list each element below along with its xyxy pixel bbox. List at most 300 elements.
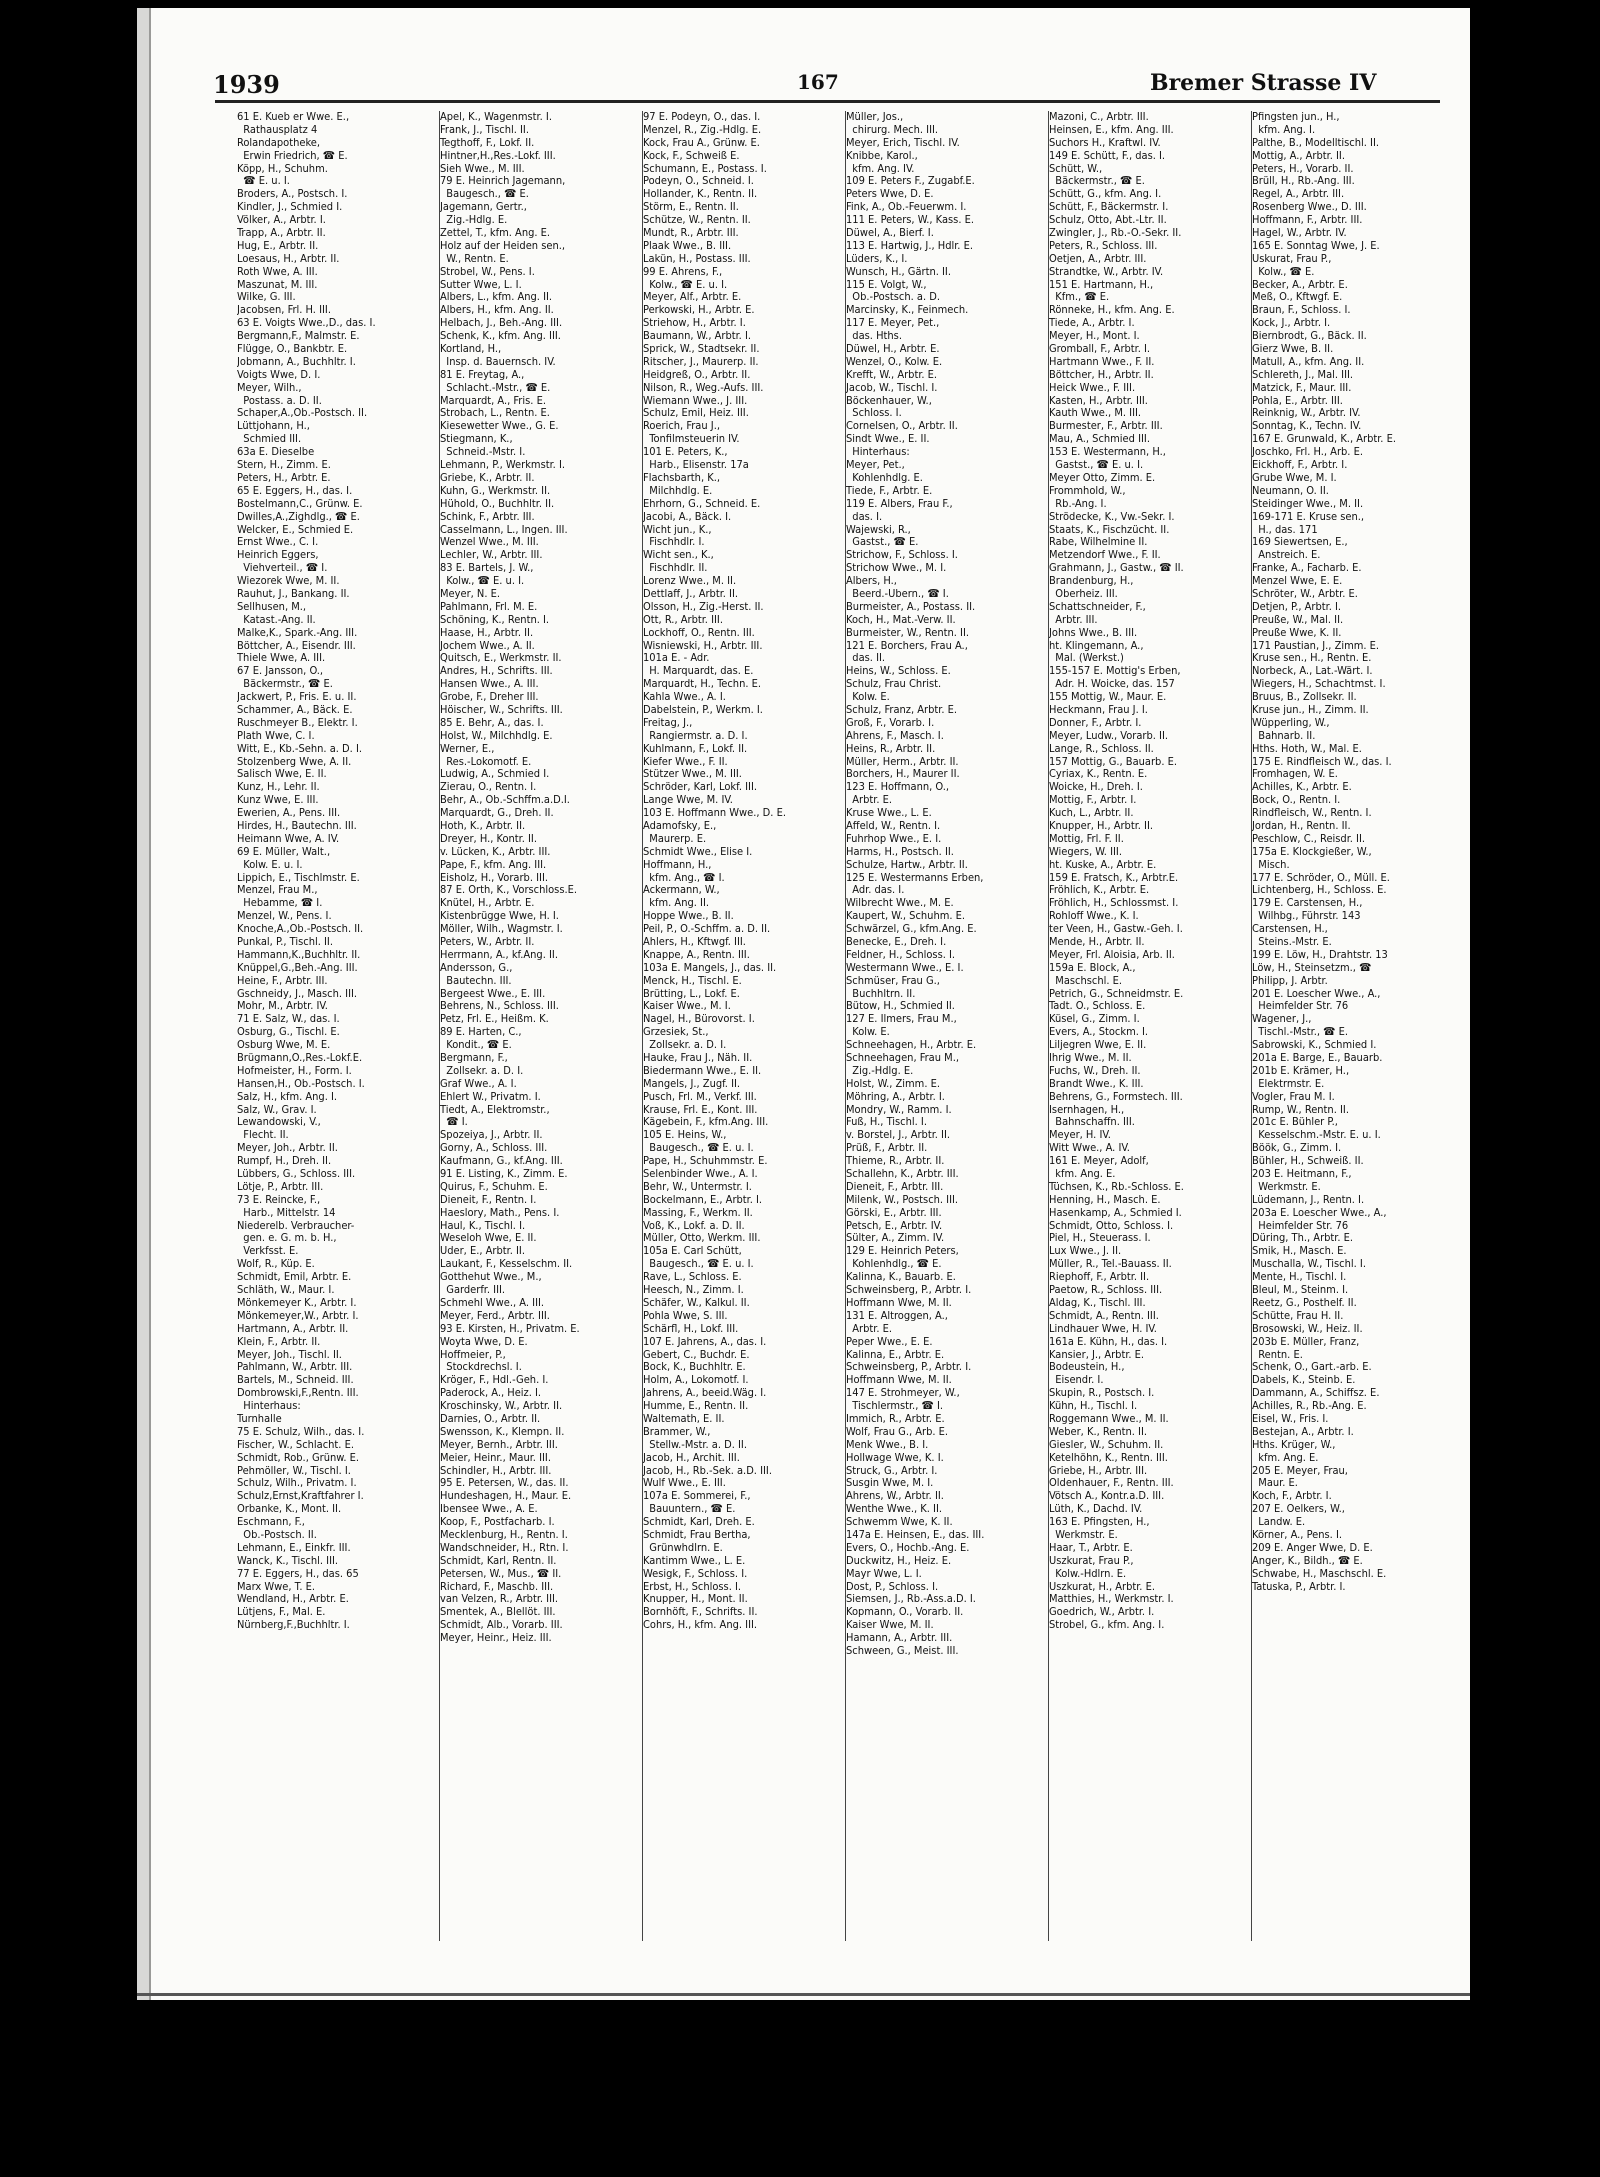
directory-entry: Meyer, Bernh., Arbtr. III. — [440, 1438, 558, 1451]
directory-entry: Griebe, H., Arbtr. III. — [1049, 1464, 1148, 1477]
directory-entry: Uszkurat, Frau P., — [1049, 1554, 1134, 1567]
directory-entry: Beerd.-Übern., ☎ I. — [846, 587, 949, 600]
directory-entry: Wilhbg., Führstr. 143 — [1252, 910, 1361, 923]
directory-entry: 69 E. Müller, Walt., — [237, 845, 331, 858]
directory-entry: Kantimm Wwe., L. E. — [643, 1554, 746, 1567]
directory-entry: Krefft, W., Arbtr. E. — [846, 368, 938, 381]
directory-entry: Albers, L., kfm. Ang. II. — [440, 291, 553, 304]
directory-entry: Matull, A., kfm. Ang. II. — [1252, 355, 1365, 368]
directory-entry: Hoffmann, H., — [643, 858, 712, 871]
directory-entry: Richard, F., Maschb. III. — [440, 1580, 554, 1593]
page-bottom-edge — [137, 1993, 1470, 1996]
directory-entry: Roerich, Frau J., — [643, 420, 720, 433]
directory-entry: Steins.-Mstr. E. — [1252, 936, 1332, 948]
directory-entry: Steidinger Wwe., M. II. — [1252, 497, 1364, 510]
directory-entry: Thiele Wwe, A. III. — [237, 652, 326, 665]
directory-entry: Erwin Friedrich, ☎ E. — [237, 149, 348, 162]
directory-entry: Holm, A., Lokomotf. I. — [643, 1374, 749, 1387]
directory-entry: Heidgreß, O., Arbtr. II. — [643, 368, 751, 381]
directory-entry: Schwabe, H., Maschschl. E. — [1252, 1567, 1387, 1580]
directory-entry: Lorenz Wwe., M. II. — [643, 575, 737, 588]
directory-entry: Hollwage Wwe, K. I. — [846, 1451, 944, 1464]
directory-entry: Humme, E., Rentn. II. — [643, 1400, 749, 1413]
directory-entry: Schumann, E., Postass. I. — [643, 162, 767, 175]
directory-entry: Schulz,Ernst,Kraftfahrer I. — [237, 1490, 364, 1503]
directory-entry: Schärfl, H., Lokf. III. — [643, 1322, 739, 1335]
directory-entry: Behrens, N., Schloss. III. — [440, 1000, 559, 1013]
directory-entry: Heinsen, E., kfm. Ang. III. — [1049, 123, 1174, 136]
directory-entry: Schröter, W., Arbtr. E. — [1252, 587, 1358, 600]
directory-entry: Schmidt, Emil, Arbtr. E. — [237, 1271, 352, 1284]
directory-entry: 93 E. Kirsten, H., Privatm. E. — [440, 1322, 580, 1335]
directory-entry: Osburg Wwe, M. E. — [237, 1039, 331, 1052]
directory-entry: Bostelmann,C., Grünw. E. — [237, 497, 363, 510]
directory-entry: Punkal, P., Tischl. II. — [237, 936, 333, 948]
directory-entry: Heimann Wwe, A. IV. — [237, 832, 340, 845]
directory-entry: Mundt, R., Arbtr. III. — [643, 227, 739, 240]
street-heading: Bremer Strasse IV — [1150, 70, 1377, 96]
directory-entry: das. I. — [846, 510, 883, 523]
directory-entry: Hebamme, ☎ I. — [237, 897, 323, 910]
directory-entry: Müller, Jos., — [846, 111, 904, 123]
directory-entry: Schweinsberg, P., Arbtr. I. — [846, 1284, 972, 1297]
directory-entry: 75 E. Schulz, Wilh., das. I. — [237, 1425, 365, 1438]
directory-entry: Knupper, H., Mont. II. — [643, 1593, 748, 1606]
directory-entry: 167 E. Grunwald, K., Arbtr. E. — [1252, 433, 1396, 446]
directory-entry: Rentn. E. — [1252, 1348, 1303, 1361]
directory-entry: Knüppel,G.,Beh.-Ang. III. — [237, 961, 358, 974]
directory-entry: Wulf Wwe., E. III. — [643, 1477, 726, 1490]
directory-entry: Schütt, G., kfm. Ang. I. — [1049, 188, 1162, 201]
directory-entry: 201c E. Bühler P., — [1252, 1116, 1338, 1129]
directory-entry: Bodeustein, H., — [1049, 1361, 1125, 1374]
directory-entry: 113 E. Hartwig, J., Hdlr. E. — [846, 239, 973, 252]
directory-entry: Ruschmeyer B., Elektr. I. — [237, 716, 358, 729]
directory-entry: 159a E. Block, A., — [1049, 961, 1136, 974]
directory-entry: Menzel Wwe, E. E. — [1252, 575, 1343, 588]
directory-entry: Tegthoff, F., Lokf. II. — [440, 136, 535, 149]
directory-entry: Tiede, F., Arbtr. E. — [846, 484, 933, 497]
directory-entry: Behr, W., Untermstr. I. — [643, 1180, 752, 1193]
directory-entry: Mazoni, C., Arbtr. III. — [1049, 111, 1149, 123]
directory-entry: Aldag, K., Tischl. III. — [1049, 1296, 1146, 1309]
directory-entry: Hansen Wwe., A. III. — [440, 678, 539, 691]
directory-entry: Liljegren Wwe, E. II. — [1049, 1039, 1147, 1052]
directory-entry: 103a E. Mangels, J., das. II. — [643, 961, 777, 974]
directory-entry: Palthe, B., Modelltischl. II. — [1252, 136, 1380, 149]
directory-entry: kfm. Ang. E. — [1049, 1168, 1116, 1181]
directory-entry: Schulze, Hartw., Arbtr. II. — [846, 858, 968, 871]
directory-entry: Albers, H., — [846, 575, 897, 588]
directory-entry: Braun, F., Schloss. I. — [1252, 304, 1351, 317]
directory-entry: Franke, A., Facharb. E. — [1252, 562, 1362, 575]
directory-entry: 199 E. Löw, H., Drahtstr. 13 — [1252, 948, 1388, 961]
directory-entry: Albers, H., kfm. Ang. II. — [440, 304, 554, 317]
directory-entry: kfm. Ang. I. — [1252, 123, 1316, 136]
directory-entry: Petersen, W., Mus., ☎ II. — [440, 1567, 562, 1580]
directory-entry: Thieme, R., Arbtr. II. — [846, 1155, 945, 1168]
directory-entry: Meyer, Joh., Tischl. II. — [237, 1348, 342, 1361]
directory-entry: Schulz, Frau Christ. — [846, 678, 942, 691]
directory-entry: Höischer, W., Schrifts. III. — [440, 703, 563, 716]
directory-entry: Heckmann, Frau J. I. — [1049, 703, 1148, 716]
directory-entry: Brosowski, W., Heiz. II. — [1252, 1322, 1363, 1335]
directory-entry: Ackermann, W., — [643, 884, 720, 897]
directory-entry: 119 E. Albers, Frau F., — [846, 497, 953, 510]
directory-entry: Fink, A., Ob.-Feuerwm. I. — [846, 201, 967, 214]
directory-entry: Wenthe Wwe., K. II. — [846, 1503, 943, 1516]
directory-entry: Behr, A., Ob.-Schffm.a.D.I. — [440, 794, 570, 807]
directory-entry: Lux Wwe., J. II. — [1049, 1245, 1122, 1258]
directory-entry: Schenk, O., Gart.-arb. E. — [1252, 1361, 1372, 1374]
directory-entry: Schneehagen, Frau M., — [846, 1052, 959, 1065]
directory-entry: Kuch, L., Arbtr. II. — [1049, 807, 1134, 820]
directory-entry: Dieneit, F., Rentn. I. — [440, 1193, 537, 1206]
directory-entry: Schammer, A., Bäck. E. — [237, 703, 353, 716]
directory-entry: Meyer, N. E. — [440, 587, 501, 600]
directory-entry: 121 E. Borchers, Frau A., — [846, 639, 968, 652]
directory-entry: Gierz Wwe, B. II. — [1252, 343, 1334, 356]
directory-entry: Schmidt, Alb., Vorarb. III. — [440, 1619, 563, 1632]
directory-entry: Anger, K., Bildh., ☎ E. — [1252, 1554, 1363, 1567]
directory-entry: Strandtke, W., Arbtr. IV. — [1049, 265, 1164, 278]
directory-entry: 149 E. Schütt, F., das. I. — [1049, 149, 1166, 162]
directory-entry: Menzel, R., Zig.-Hdlg. E. — [643, 123, 762, 136]
directory-entry: 65 E. Eggers, H., das. I. — [237, 484, 353, 497]
directory-entry: Turnhalle — [237, 1412, 282, 1425]
directory-entry: Bornhöft, F., Schrifts. II. — [643, 1606, 758, 1619]
directory-entry: Meier, Heinr., Maur. III. — [440, 1451, 551, 1464]
directory-entry: H. Marquardt, das. E. — [643, 665, 754, 678]
directory-entry: Misch. — [1252, 858, 1290, 871]
directory-entry: Hammann,K.,Buchhltr. II. — [237, 948, 361, 961]
directory-entry: Wagener, J., — [1252, 1013, 1312, 1026]
directory-entry: Görski, E., Arbtr. III. — [846, 1206, 942, 1219]
directory-entry: Ob.-Postsch. a. D. — [846, 291, 940, 304]
directory-entry: Roth Wwe, A. III. — [237, 265, 318, 278]
directory-entry: Kohlenhdlg. E. — [846, 471, 923, 484]
column-6 — [1252, 111, 1450, 1941]
directory-entry: Menck, H., Tischl. E. — [643, 974, 742, 987]
directory-entry: Schallehn, K., Arbtr. III. — [846, 1168, 959, 1181]
directory-entry: Köpp, H., Schuhm. — [237, 162, 328, 175]
directory-entry: Hollander, K., Rentn. II. — [643, 188, 758, 201]
directory-entry: Holst, W., Zimm. E. — [846, 1077, 941, 1090]
directory-entry: 85 E. Behr, A., das. I. — [440, 716, 544, 729]
directory-entry: Susgin Wwe, M. I. — [846, 1477, 934, 1490]
directory-entry: Henning, H., Masch. E. — [1049, 1193, 1161, 1206]
directory-entry: Ehrhorn, G., Schneid. E. — [643, 497, 761, 510]
directory-entry: 103 E. Hoffmann Wwe., D. E. — [643, 807, 786, 820]
directory-entry: Goedrich, W., Arbtr. I. — [1049, 1606, 1155, 1619]
directory-entry: 201a E. Barge, E., Bauarb. — [1252, 1052, 1383, 1065]
directory-entry: Schmidt, Karl, Dreh. E. — [643, 1516, 755, 1529]
directory-entry: Fröhlich, K., Arbtr. E. — [1049, 884, 1150, 897]
directory-entry: Dettlaff, J., Arbtr. II. — [643, 587, 739, 600]
directory-entry: Müller, R., Tel.-Bauass. II. — [1049, 1258, 1172, 1271]
directory-entry: Elektrmstr. E. — [1252, 1077, 1325, 1090]
directory-entry: Schmied III. — [237, 433, 302, 446]
directory-entry: Skupin, R., Postsch. I. — [1049, 1387, 1155, 1400]
directory-entry: Haul, K., Tischl. I. — [440, 1219, 526, 1232]
directory-entry: Böök, G., Zimm. I. — [1252, 1142, 1342, 1155]
directory-entry: Wisniewski, H., Arbtr. III. — [643, 639, 763, 652]
directory-entry: Baugesch., ☎ E. — [440, 188, 529, 201]
directory-entry: Nürnberg,F.,Buchhltr. I. — [237, 1619, 350, 1632]
directory-entry: Niederelb. Verbraucher- — [237, 1219, 355, 1232]
directory-entry: Müller, Otto, Werkm. III. — [643, 1232, 761, 1245]
directory-entry: Cohrs, H., kfm. Ang. III. — [643, 1619, 758, 1632]
directory-entry: Hundeshagen, H., Maur. E. — [440, 1490, 572, 1503]
directory-entry: Dwilles,A.,Zighdlg., ☎ E. — [237, 510, 360, 523]
directory-entry: Lechler, W., Arbtr. III. — [440, 549, 543, 562]
directory-entry: Schläth, W., Maur. I. — [237, 1284, 335, 1297]
directory-entry: Knappe, A., Rentn. III. — [643, 948, 750, 961]
directory-entry: 165 E. Sonntag Wwe, J. E. — [1252, 239, 1380, 252]
directory-entry: Lehmann, P., Werkmstr. I. — [440, 459, 566, 472]
directory-entry: Bleul, M., Steinm. I. — [1252, 1284, 1349, 1297]
directory-entry: Ritscher, J., Maurerp. II. — [643, 355, 759, 368]
directory-entry: Schweinsberg, P., Arbtr. I. — [846, 1361, 972, 1374]
directory-entry: Casselmann, L., Ingen. III. — [440, 523, 568, 536]
directory-entry: Mecklenburg, H., Rentn. I. — [440, 1528, 568, 1541]
directory-entry: 125 E. Westermanns Erben, — [846, 871, 984, 884]
directory-entry: Reetz, G., Posthelf. II. — [1252, 1296, 1357, 1309]
directory-entry: Wendland, H., Arbtr. E. — [237, 1593, 349, 1606]
directory-entry: Regel, A., Arbtr. III. — [1252, 188, 1345, 201]
directory-entry: Heins, R., Arbtr. II. — [846, 742, 936, 755]
directory-entry: Gotthehut Wwe., M., — [440, 1271, 542, 1284]
directory-entry: Brandt Wwe., K. III. — [1049, 1077, 1144, 1090]
directory-entry: Völker, A., Arbtr. I. — [237, 214, 326, 227]
directory-entry: 95 E. Petersen, W., das. II. — [440, 1477, 569, 1490]
directory-entry: Baumann, W., Arbtr. I. — [643, 330, 752, 343]
directory-entry: Oetjen, A., Arbtr. III. — [1049, 252, 1147, 265]
directory-entry: Grünwhdlrn. E. — [643, 1541, 723, 1554]
directory-entry: Bruus, B., Zollsekr. II. — [1252, 691, 1357, 704]
directory-entry: Wiegers, H., Schachtmst. I. — [1252, 678, 1386, 691]
directory-entry: 153 E. Westermann, H., — [1049, 446, 1166, 459]
directory-entry: Koch, H., Mat.-Verw. II. — [846, 613, 956, 626]
directory-entry: Hartmann, A., Arbtr. II. — [237, 1322, 349, 1335]
directory-entry: Schütze, W., Rentn. II. — [643, 214, 751, 227]
directory-entry: 73 E. Reincke, F., — [237, 1193, 321, 1206]
directory-entry: Hinterhaus: — [237, 1400, 301, 1413]
directory-entry: Struck, G., Arbtr. I. — [846, 1464, 938, 1477]
directory-entry: Swensson, K., Klempn. II. — [440, 1425, 565, 1438]
directory-entry: Pohla Wwe, S. III. — [643, 1309, 728, 1322]
directory-entry: Jochem Wwe., A. II. — [440, 639, 535, 652]
directory-entry: Nagel, H., Bürovorst. I. — [643, 1013, 755, 1026]
year-label: 1939 — [213, 70, 280, 99]
directory-entry: Cornelsen, O., Arbtr. II. — [846, 420, 958, 433]
directory-entry: Vötsch A., Kontr.a.D. III. — [1049, 1490, 1165, 1503]
directory-entry: Bütow, H., Schmied II. — [846, 1000, 955, 1013]
directory-entry: gen. e. G. m. b. H., — [237, 1232, 337, 1245]
directory-entry: ht. Kuske, A., Arbtr. E. — [1049, 858, 1157, 871]
directory-entry: van Velzen, R., Arbtr. III. — [440, 1593, 559, 1606]
directory-entry: Heesch, N., Zimm. I. — [643, 1284, 744, 1297]
directory-entry: Wicht sen., K., — [643, 549, 714, 562]
directory-entry: Rump, W., Rentn. II. — [1252, 1103, 1349, 1116]
directory-entry: Holst, W., Milchhdlg. E. — [440, 729, 553, 742]
directory-entry: Peters Wwe, D. E. — [846, 188, 934, 201]
directory-entry: Brütting, L., Lokf. E. — [643, 987, 740, 1000]
directory-entry: 83 E. Bartels, J. W., — [440, 562, 534, 575]
directory-entry: Plath Wwe, C. I. — [237, 729, 315, 742]
directory-entry: Eisholz, H., Vorarb. III. — [440, 871, 549, 884]
directory-entry: Johns Wwe., B. III. — [1049, 626, 1138, 639]
directory-entry: Strichow Wwe., M. I. — [846, 562, 947, 575]
directory-entry: Bühler, H., Schweiß. II. — [1252, 1155, 1364, 1168]
directory-entry: 107a E. Sommerei, F., — [643, 1490, 751, 1503]
directory-entry: Becker, A., Arbtr. E. — [1252, 278, 1348, 291]
directory-entry: Griebe, K., Arbtr. II. — [440, 471, 535, 484]
directory-entry: Fuhrhop Wwe., E. I. — [846, 832, 942, 845]
directory-entry: Maur. E. — [1252, 1477, 1298, 1490]
directory-entry: Jackwert, P., Fris. E. u. II. — [237, 691, 357, 704]
directory-entry: Brüll, H., Rb.-Ang. III. — [1252, 175, 1355, 188]
directory-entry: das. II. — [846, 652, 886, 665]
directory-entry: ter Veen, H., Gastw.-Geh. I. — [1049, 923, 1183, 936]
directory-entry: 105 E. Heins, W., — [643, 1129, 727, 1142]
directory-entry: Lüders, K., I. — [846, 252, 908, 265]
directory-entry: Hths. Krüger, W., — [1252, 1438, 1336, 1451]
directory-entry: Bockelmann, E., Arbtr. I. — [643, 1193, 763, 1206]
directory-entry: Smik, H., Masch. E. — [1252, 1245, 1347, 1258]
directory-entry: Meß, O., Kftwgf. E. — [1252, 291, 1343, 304]
directory-entry: 201b E. Krämer, H., — [1252, 1064, 1350, 1077]
directory-entry: Pehmöller, W., Tischl. I. — [237, 1464, 351, 1477]
directory-entry: Kruse sen., H., Rentn. E. — [1252, 652, 1372, 665]
directory-entry: Joschko, Frl. H., Arb. E. — [1252, 446, 1363, 459]
directory-entry: Mende, H., Arbtr. II. — [1049, 936, 1145, 948]
directory-entry: Kuhn, G., Werkmstr. II. — [440, 484, 551, 497]
directory-entry: Piel, H., Steuerass. I. — [1049, 1232, 1151, 1245]
directory-entry: Kaupert, W., Schuhm. E. — [846, 910, 966, 923]
directory-entry: Staats, K., Fischzücht. II. — [1049, 523, 1170, 536]
directory-entry: Reinknig, W., Arbtr. IV. — [1252, 407, 1361, 420]
directory-entry: Mottig, F., Arbtr. I. — [1049, 794, 1137, 807]
directory-entry: Schween, G., Meist. III. — [846, 1644, 959, 1657]
directory-entry: 115 E. Volgt, W., — [846, 278, 927, 291]
directory-entry: Preuße Wwe, K. II. — [1252, 626, 1342, 639]
directory-entry: Krause, Frl. E., Kont. III. — [643, 1103, 758, 1116]
directory-entry: Lindhauer Wwe, H. IV. — [1049, 1322, 1157, 1335]
directory-entry: Wicht jun., K., — [643, 523, 712, 536]
directory-entry: Loesaus, H., Arbtr. II. — [237, 252, 340, 265]
directory-entry: kfm. Ang. II. — [643, 897, 710, 910]
directory-entry: Böckenhauer, W., — [846, 394, 932, 407]
directory-entry: Zig.-Hdlg. E. — [440, 214, 508, 227]
directory-entry: Olsson, H., Zig.-Herst. II. — [643, 600, 764, 613]
directory-entry: Rolandapotheke, — [237, 136, 321, 149]
directory-entry: Gschneidy, J., Masch. III. — [237, 987, 358, 1000]
directory-entry: Andres, H., Schrifts. III. — [440, 665, 553, 678]
page-number: 167 — [797, 70, 839, 94]
directory-entry: Strichow, F., Schloss. I. — [846, 549, 958, 562]
directory-entry: 175 E. Rindfleisch W., das. I. — [1252, 755, 1392, 768]
directory-entry: Rumpf, H., Dreh. II. — [237, 1155, 332, 1168]
directory-entry: Wiemann Wwe., J. III. — [643, 394, 748, 407]
directory-entry: Harms, H., Postsch. II. — [846, 845, 954, 858]
directory-entry: Ott, R., Arbtr. III. — [643, 613, 723, 626]
directory-entry: Lüth, K., Dachd. IV. — [1049, 1503, 1143, 1516]
directory-entry: Heimfelder Str. 76 — [1252, 1000, 1349, 1013]
directory-entry: Sellhusen, M., — [237, 600, 307, 613]
directory-entry: Kägebein, F., kfm.Ang. III. — [643, 1116, 769, 1129]
directory-entry: Tiede, A., Arbtr. I. — [1049, 317, 1135, 330]
directory-entry: Behrens, G., Formstech. III. — [1049, 1090, 1183, 1103]
directory-entry: Jobmann, A., Buchhltr. I. — [237, 355, 356, 368]
directory-entry: Meyer, Ludw., Vorarb. II. — [1049, 729, 1169, 742]
directory-entry: Voß, K., Lokf. a. D. II. — [643, 1219, 745, 1232]
directory-entry: Riephoff, F., Arbtr. II. — [1049, 1271, 1150, 1284]
directory-entry: Metzendorf Wwe., F. II. — [1049, 549, 1161, 562]
directory-entry: Kolw., ☎ E. u. I. — [440, 575, 525, 588]
directory-entry: Brammer, W., — [643, 1425, 711, 1438]
directory-entry: Selenbinder Wwe., A. I. — [643, 1168, 758, 1181]
directory-entry: Böttcher, A., Eisendr. III. — [237, 639, 356, 652]
directory-entry: Schmidt Wwe., Elise I. — [643, 845, 753, 858]
directory-entry: Borchers, H., Maurer II. — [846, 768, 960, 781]
directory-entry: 107 E. Jahrens, A., das. I. — [643, 1335, 767, 1348]
directory-entry: Hansen,H., Ob.-Postsch. I. — [237, 1077, 365, 1090]
directory-entry: Menk Wwe., B. I. — [846, 1438, 929, 1451]
directory-entry: Lübbers, G., Schloss. III. — [237, 1168, 356, 1181]
directory-entry: Kaiser Wwe., M. I. — [643, 1000, 731, 1013]
directory-entry: Schmidt, A., Rentn. III. — [1049, 1309, 1159, 1322]
directory-entry: Arbtr. E. — [846, 794, 893, 807]
directory-entry: Grube Wwe, M. I. — [1252, 471, 1337, 484]
directory-entry: 203 E. Heitmann, F., — [1252, 1168, 1352, 1181]
directory-entry: 179 E. Carstensen, H., — [1252, 897, 1363, 910]
directory-entry: Kindler, J., Schmied I. — [237, 201, 343, 214]
directory-entry: Uder, E., Arbtr. II. — [440, 1245, 525, 1258]
directory-entry: Sindt Wwe., E. II. — [846, 433, 930, 446]
directory-entry: Düring, Th., Arbtr. E. — [1252, 1232, 1354, 1245]
directory-entry: 101 E. Peters, K., — [643, 446, 728, 459]
directory-entry: Achilles, R., Rb.-Ang. E. — [1252, 1400, 1367, 1413]
directory-entry: Dabelstein, P., Werkm. I. — [643, 703, 763, 716]
directory-entry: Kauth Wwe., M. III. — [1049, 407, 1142, 420]
directory-entry: 157 Mottig, G., Bauarb. E. — [1049, 755, 1178, 768]
directory-entry: Dieneit, F., Arbtr. III. — [846, 1180, 944, 1193]
directory-entry: 161a E. Kühn, H., das. I. — [1049, 1335, 1168, 1348]
directory-entry: Ahlers, H., Kftwgf. III. — [643, 936, 746, 948]
directory-entry: Werner, E., — [440, 742, 495, 755]
directory-entry: Woicke, H., Dreh. I. — [1049, 781, 1143, 794]
directory-entry: Maszunat, M. III. — [237, 278, 318, 291]
directory-entry: Hauke, Frau J., Näh. II. — [643, 1052, 753, 1065]
directory-entry: Kruse jun., H., Zimm. II. — [1252, 703, 1369, 716]
directory-entry: Knibbe, Karol., — [846, 149, 918, 162]
directory-entry: Kaiser Wwe, M. II. — [846, 1619, 934, 1632]
directory-entry: Freitag, J., — [643, 716, 693, 729]
directory-entry: Baugesch., ☎ E. u. I. — [643, 1142, 754, 1155]
directory-entry: Bergmann,F., Malmstr. E. — [237, 330, 360, 343]
directory-entry: Donner, F., Arbtr. I. — [1049, 716, 1142, 729]
directory-entry: Dreyer, H., Kontr. II. — [440, 832, 537, 845]
directory-entry: Benecke, E., Dreh. I. — [846, 936, 947, 948]
directory-entry: 209 E. Anger Wwe, D. E. — [1252, 1541, 1373, 1554]
directory-entry: Jahrens, A., beeid.Wäg. I. — [643, 1387, 767, 1400]
directory-entry: Hoffmann, F., Arbtr. III. — [1252, 214, 1363, 227]
directory-entry: Postass. a. D. II. — [237, 394, 322, 407]
directory-entry: Rathausplatz 4 — [237, 123, 318, 136]
directory-entry: Kolw., ☎ E. — [1252, 265, 1315, 278]
directory-entry: Grahmann, J., Gastw., ☎ II. — [1049, 562, 1184, 575]
